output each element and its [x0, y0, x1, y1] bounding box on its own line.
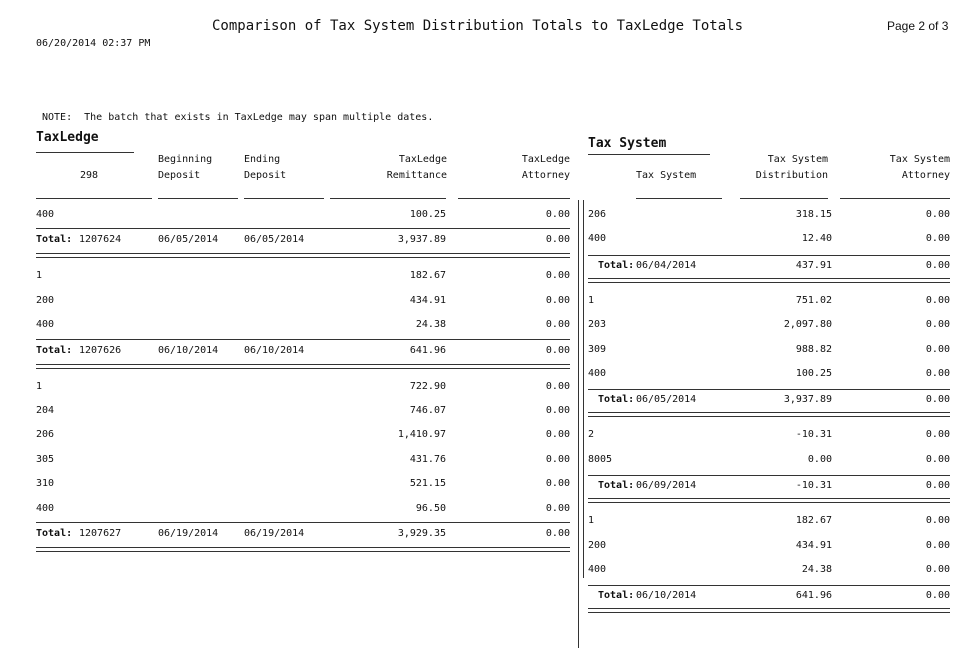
taxledge-row-code: 400 — [36, 209, 55, 220]
divider — [36, 257, 570, 258]
taxsystem-row-distribution: 12.40 — [801, 233, 832, 245]
taxsystem-row-distribution: 0.00 — [807, 453, 832, 465]
taxledge-row-code: 200 — [36, 294, 55, 306]
taxledge-row-remittance: 722.90 — [409, 380, 446, 392]
taxsystem-row-attorney: 0.00 — [925, 539, 950, 551]
taxsystem-total-label: Total: — [598, 480, 635, 492]
taxledge-total-label: Total: — [36, 528, 73, 539]
taxsystem-header-attorney: Tax System Attorney — [889, 154, 950, 181]
taxsystem-row-attorney: 0.00 — [925, 564, 950, 575]
taxledge-total-remittance: 641.96 — [409, 344, 446, 356]
taxsystem-row-distribution: 434.91 — [795, 539, 832, 551]
column-separator — [578, 200, 579, 648]
taxsystem-total-attorney: 0.00 — [925, 259, 950, 271]
taxledge-row-code: 1 — [36, 270, 43, 282]
taxsystem-row-attorney: 0.00 — [925, 453, 950, 465]
divider — [840, 198, 950, 199]
taxsystem-row-code: 400 — [588, 564, 607, 575]
taxsystem-total-date: 06/10/2014 — [636, 590, 697, 602]
divider — [588, 416, 950, 417]
divider — [36, 364, 570, 365]
divider — [588, 502, 950, 503]
taxsystem-row-attorney: 0.00 — [925, 233, 950, 245]
taxsystem-row-code: 203 — [588, 319, 607, 331]
taxsystem-total-label: Total: — [598, 590, 635, 602]
divider — [36, 368, 570, 369]
taxsystem-total-distribution: 3,937.89 — [783, 394, 832, 406]
taxledge-row-attorney: 0.00 — [545, 502, 570, 514]
taxsystem-total-distribution: 641.96 — [795, 590, 832, 602]
divider — [36, 253, 570, 254]
taxsystem-total-label: Total: — [598, 394, 635, 406]
taxsystem-row-distribution: 318.15 — [795, 209, 832, 220]
taxsystem-section-title: Tax System — [588, 136, 667, 151]
divider — [588, 389, 950, 390]
page-indicator: Page 2 of 3 — [887, 19, 949, 33]
divider — [740, 198, 828, 199]
taxsystem-row-distribution: 100.25 — [795, 368, 832, 379]
taxledge-total-label: Total: — [36, 234, 73, 246]
taxledge-header-ending: Ending Deposit — [244, 154, 287, 181]
divider — [36, 339, 570, 340]
taxledge-row-attorney: 0.00 — [545, 429, 570, 441]
taxledge-header-attorney: TaxLedge Attorney — [521, 154, 570, 181]
taxsystem-row-attorney: 0.00 — [925, 319, 950, 331]
taxledge-row-remittance: 100.25 — [409, 209, 446, 220]
taxledge-total-ending: 06/19/2014 — [244, 528, 305, 539]
taxledge-row-attorney: 0.00 — [545, 405, 570, 416]
taxledge-row-code: 204 — [36, 405, 55, 416]
taxsystem-total-distribution: 437.91 — [795, 259, 832, 271]
taxsystem-row-code: 200 — [588, 539, 607, 551]
divider — [636, 198, 722, 199]
taxsystem-row-code: 8005 — [588, 453, 613, 465]
report-note: NOTE: The batch that exists in TaxLedge may span multiple dates. — [42, 112, 434, 123]
taxsystem-row-code: 206 — [588, 209, 607, 220]
taxledge-total-remittance: 3,937.89 — [397, 234, 446, 246]
taxsystem-total-label: Total: — [598, 259, 635, 271]
divider — [588, 278, 950, 279]
taxledge-row-remittance: 431.76 — [409, 453, 446, 465]
run-datetime: 06/20/2014 02:37 PM — [36, 38, 151, 49]
divider — [588, 498, 950, 499]
taxledge-row-remittance: 521.15 — [409, 478, 446, 490]
taxsystem-row-code: 400 — [588, 368, 607, 379]
taxsystem-row-attorney: 0.00 — [925, 429, 950, 441]
taxsystem-total-distribution: -10.31 — [795, 480, 832, 492]
taxsystem-row-code: 309 — [588, 343, 607, 355]
taxledge-row-code: 206 — [36, 429, 55, 441]
taxsystem-header-code: Tax System — [636, 170, 697, 181]
taxledge-row-remittance: 96.50 — [415, 502, 446, 514]
taxledge-row-remittance: 1,410.97 — [397, 429, 446, 441]
report-title: Comparison of Tax System Distribution Totals to TaxLedge Totals — [212, 18, 744, 34]
divider — [588, 282, 950, 283]
taxsystem-row-distribution: -10.31 — [795, 429, 832, 441]
taxsystem-row-code: 400 — [588, 233, 607, 245]
divider — [588, 475, 950, 476]
taxsystem-row-attorney: 0.00 — [925, 515, 950, 527]
taxsystem-row-attorney: 0.00 — [925, 209, 950, 220]
taxsystem-total-attorney: 0.00 — [925, 590, 950, 602]
taxsystem-row-code: 1 — [588, 294, 595, 306]
divider — [36, 551, 570, 552]
taxledge-row-remittance: 434.91 — [409, 294, 446, 306]
taxledge-row-code: 305 — [36, 453, 55, 465]
taxsystem-row-distribution: 2,097.80 — [783, 319, 832, 331]
taxledge-row-attorney: 0.00 — [545, 380, 570, 392]
taxledge-row-attorney: 0.00 — [545, 209, 570, 220]
taxledge-row-attorney: 0.00 — [545, 319, 570, 331]
taxsystem-row-distribution: 24.38 — [801, 564, 832, 575]
taxledge-total-batch: 1207624 — [79, 234, 122, 246]
taxledge-total-beginning: 06/19/2014 — [158, 528, 219, 539]
taxledge-total-attorney: 0.00 — [545, 344, 570, 356]
divider — [588, 154, 710, 155]
taxsystem-row-code: 2 — [588, 429, 595, 441]
divider — [588, 585, 950, 586]
divider — [244, 198, 324, 199]
taxledge-row-code: 310 — [36, 478, 55, 490]
taxsystem-row-attorney: 0.00 — [925, 294, 950, 306]
taxledge-row-attorney: 0.00 — [545, 294, 570, 306]
divider — [36, 522, 570, 523]
taxledge-row-remittance: 746.07 — [409, 405, 446, 416]
taxledge-section-title: TaxLedge — [36, 130, 99, 145]
taxsystem-total-date: 06/09/2014 — [636, 480, 697, 492]
divider — [588, 412, 950, 413]
taxsystem-total-date: 06/05/2014 — [636, 394, 697, 406]
taxledge-row-code: 400 — [36, 502, 55, 514]
taxledge-header-code: 298 — [80, 170, 99, 181]
divider — [36, 547, 570, 548]
divider — [36, 198, 152, 199]
taxsystem-row-code: 1 — [588, 515, 595, 527]
taxledge-total-beginning: 06/05/2014 — [158, 234, 219, 246]
taxledge-total-ending: 06/05/2014 — [244, 234, 305, 246]
taxsystem-row-distribution: 751.02 — [795, 294, 832, 306]
divider — [588, 255, 950, 256]
taxsystem-total-date: 06/04/2014 — [636, 259, 697, 271]
taxledge-row-code: 1 — [36, 380, 43, 392]
taxledge-total-remittance: 3,929.35 — [397, 528, 446, 539]
column-separator — [583, 200, 584, 578]
taxsystem-row-attorney: 0.00 — [925, 343, 950, 355]
divider — [330, 198, 446, 199]
taxledge-total-beginning: 06/10/2014 — [158, 344, 219, 356]
divider — [158, 198, 238, 199]
taxledge-row-code: 400 — [36, 319, 55, 331]
divider — [588, 608, 950, 609]
taxledge-total-attorney: 0.00 — [545, 234, 570, 246]
taxledge-row-remittance: 24.38 — [415, 319, 446, 331]
taxledge-row-attorney: 0.00 — [545, 478, 570, 490]
taxledge-row-attorney: 0.00 — [545, 453, 570, 465]
taxsystem-total-attorney: 0.00 — [925, 394, 950, 406]
divider — [588, 612, 950, 613]
taxledge-total-label: Total: — [36, 344, 73, 356]
taxsystem-total-attorney: 0.00 — [925, 480, 950, 492]
taxledge-total-attorney: 0.00 — [545, 528, 570, 539]
taxledge-header-beginning: Beginning Deposit — [158, 154, 213, 181]
taxledge-total-batch: 1207626 — [79, 344, 122, 356]
taxsystem-row-distribution: 988.82 — [795, 343, 832, 355]
taxsystem-row-distribution: 182.67 — [795, 515, 832, 527]
taxledge-total-ending: 06/10/2014 — [244, 344, 305, 356]
taxledge-total-batch: 1207627 — [79, 528, 122, 539]
divider — [458, 198, 570, 199]
taxledge-row-attorney: 0.00 — [545, 270, 570, 282]
taxsystem-row-attorney: 0.00 — [925, 368, 950, 379]
divider — [36, 152, 134, 153]
divider — [36, 228, 570, 229]
taxledge-row-remittance: 182.67 — [409, 270, 446, 282]
taxledge-header-remittance: TaxLedge Remittance — [386, 154, 447, 181]
taxsystem-header-distribution: Tax System Distribution — [755, 154, 828, 181]
